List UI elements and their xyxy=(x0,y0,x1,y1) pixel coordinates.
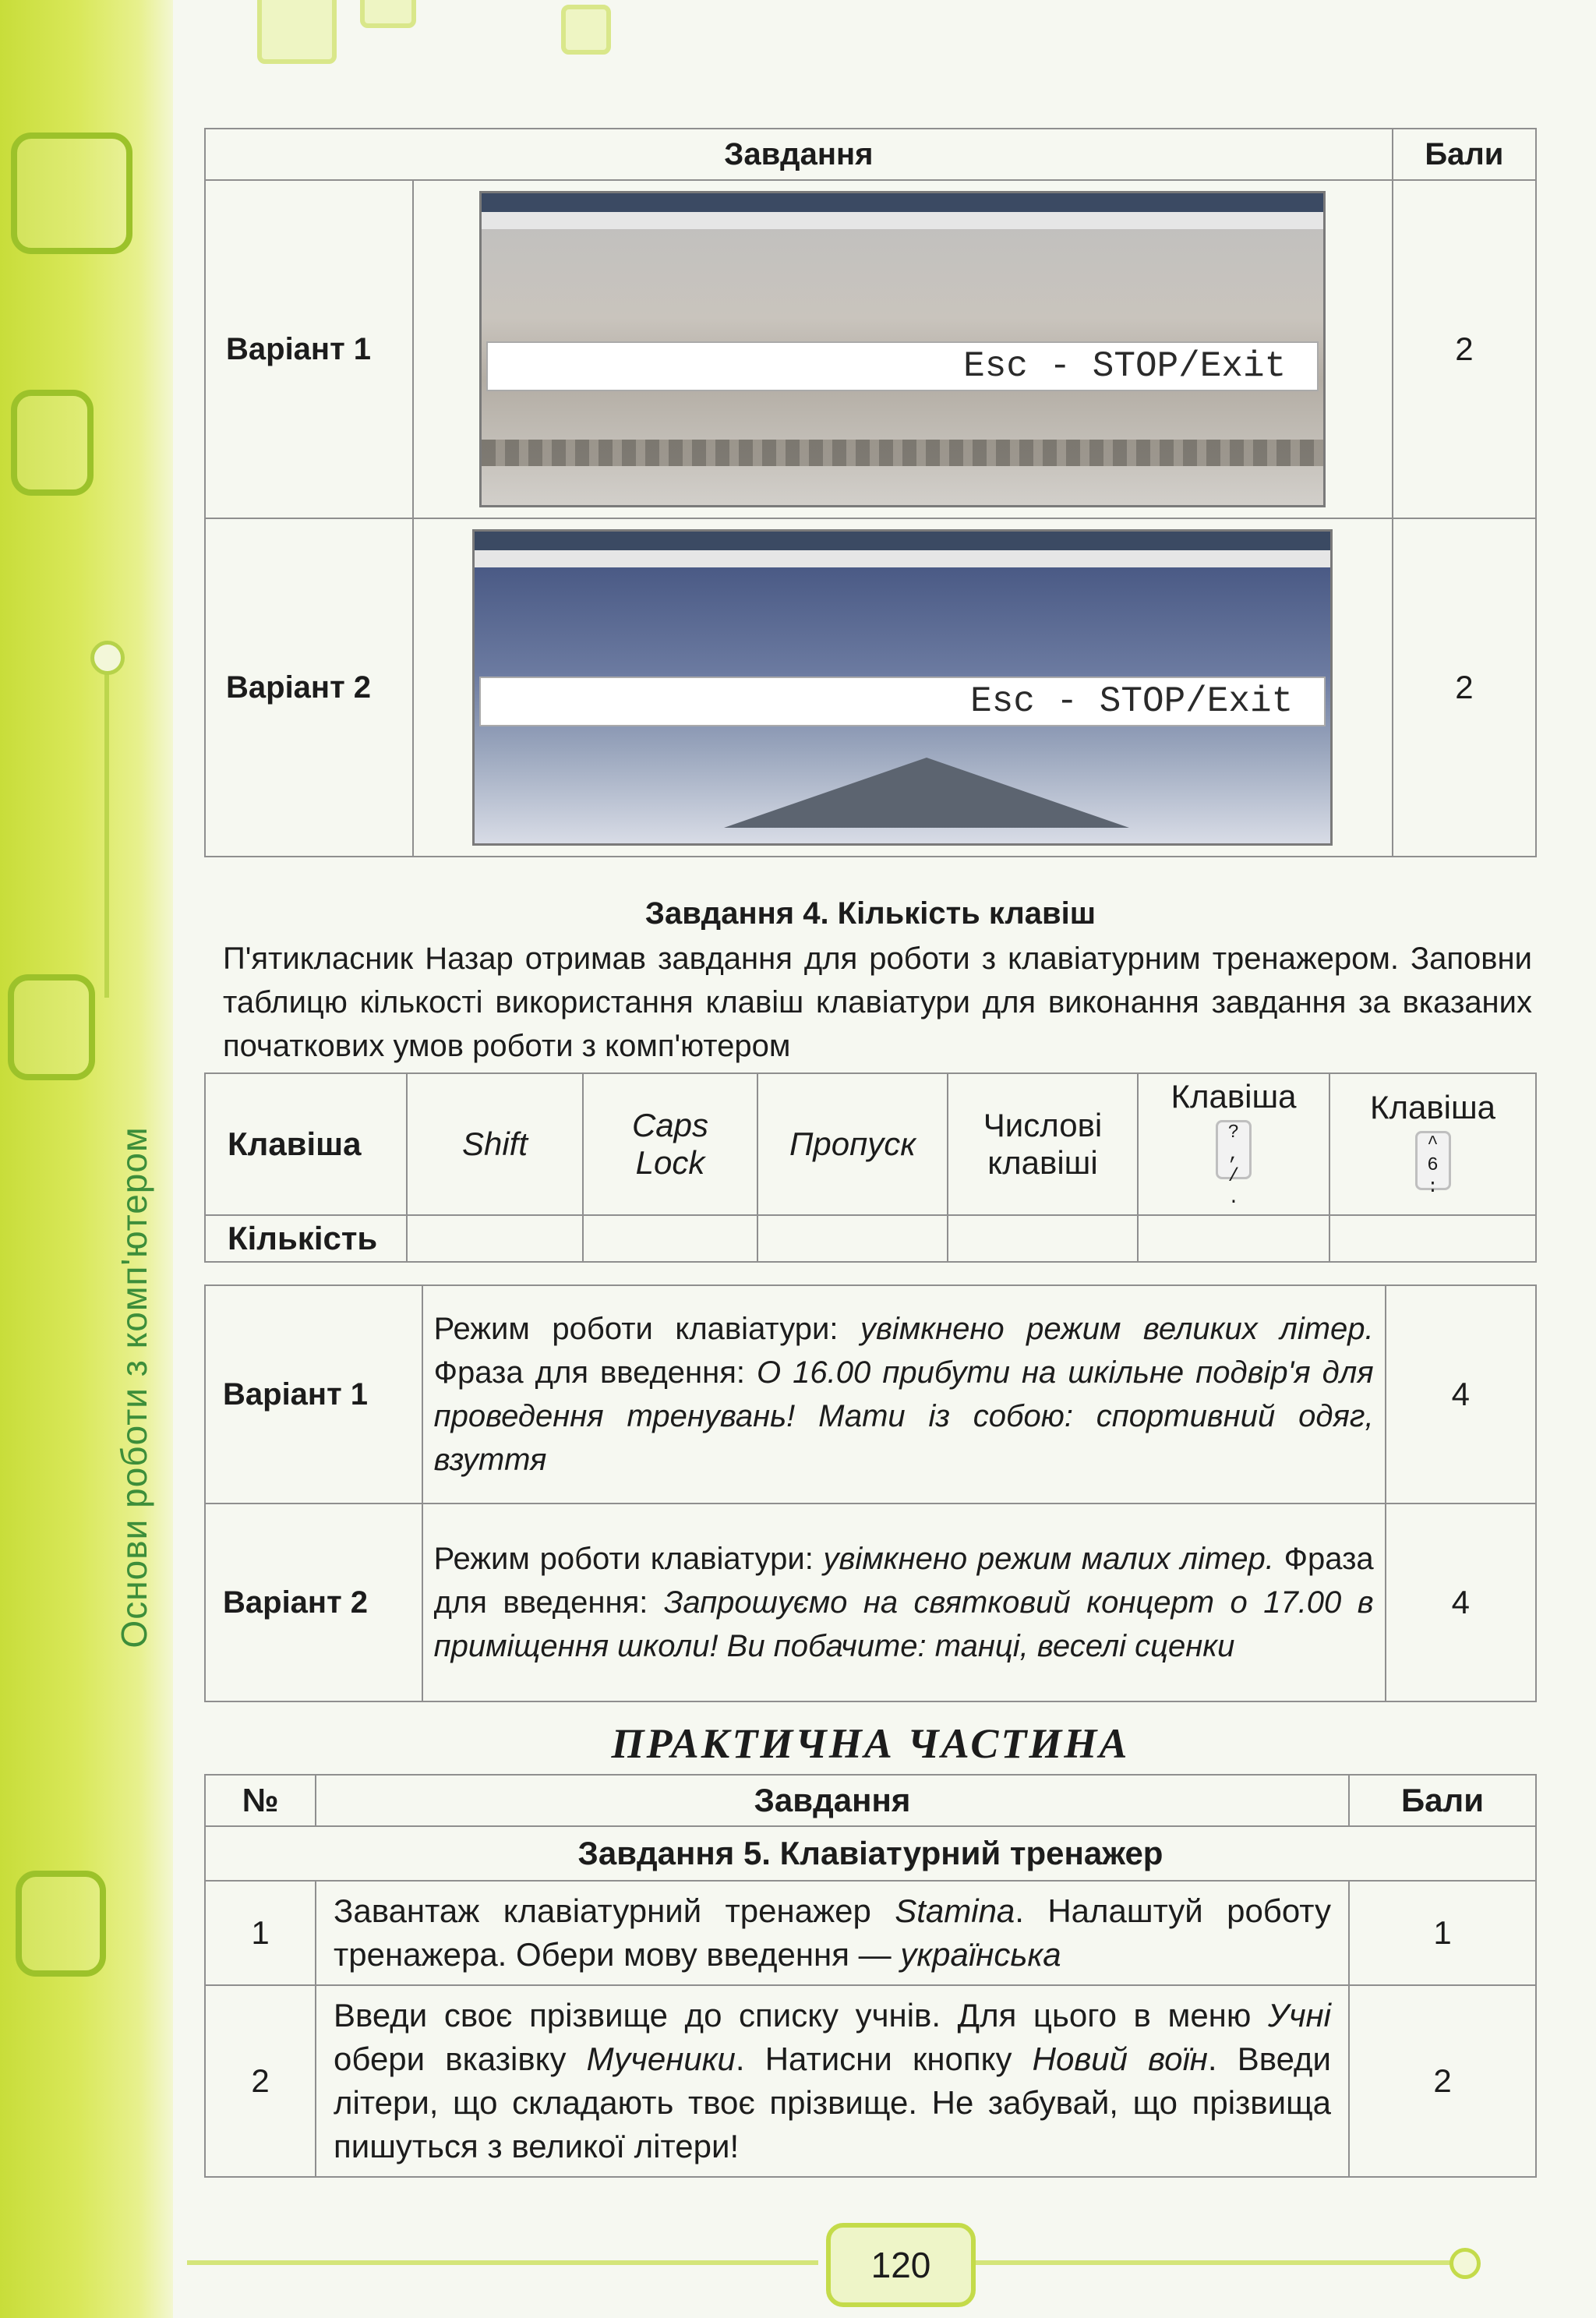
window-titlebar xyxy=(482,193,1323,212)
decorative-square xyxy=(11,133,132,254)
header-points: Бали xyxy=(1393,129,1536,180)
points-value: 4 xyxy=(1386,1504,1536,1701)
decorative-line xyxy=(104,670,109,998)
key-space: Пропуск xyxy=(757,1073,948,1215)
decorative-square xyxy=(360,0,416,28)
variants-conditions-table xyxy=(204,1284,1537,1702)
variant-label: Варіант 2 xyxy=(205,518,413,857)
count-cell[interactable] xyxy=(1329,1215,1536,1262)
practical-part-title: ПРАКТИЧНА ЧАСТИНА xyxy=(611,1720,1130,1767)
key-caps-lock: Caps Lock xyxy=(583,1073,757,1215)
trainer-screenshot xyxy=(472,529,1333,846)
screenshot-cell xyxy=(413,518,1393,857)
window-titlebar xyxy=(475,532,1330,550)
row-header-key: Клавіша xyxy=(205,1073,407,1215)
variant-conditions: Режим роботи клавіатури: увімкнено режим великих літер. Фраза для введення: О 16.00 прибути на шкільне подвір'я для проведення тренувань! Мати із собою: спортивний одяг, взуття xyxy=(422,1285,1386,1504)
points-value: 1 xyxy=(1349,1881,1536,1985)
points-value: 2 xyxy=(1349,1985,1536,2177)
decorative-square xyxy=(561,5,611,55)
decorative-line xyxy=(974,2260,1457,2265)
key-question-slash: Клавіша ? , / . xyxy=(1138,1073,1329,1215)
mountain-graphic xyxy=(724,758,1129,828)
task4-title: Завдання 4. Кількість клавіш xyxy=(644,896,1096,931)
row-number: 2 xyxy=(205,1985,316,2177)
task-step-text: Введи своє прізвище до списку учнів. Для цього в меню Учні обери вказівку Мученики. Натисни кнопку Новий воїн. Введи літери, що складають твоє прізвище. Не забувай, що прізвища пишуться з великої літери! xyxy=(316,1985,1349,2177)
practical-task-table xyxy=(204,1774,1537,2178)
task4-description: П'ятикласник Назар отримав завдання для роботи з клавіатурним тренажером. Заповни таблицю кількості використання клавіш клавіатури для виконання завдання за вказаних початкових умов роботи з комп'ютером xyxy=(223,942,1532,1063)
exit-hint-banner: Esc - STOP/Exit xyxy=(486,341,1319,391)
keycap-caret-icon: ^ 6 : xyxy=(1415,1131,1451,1190)
variant-label: Варіант 1 xyxy=(205,180,413,518)
row-number: 1 xyxy=(205,1881,316,1985)
key-numeric: Числові клавіші xyxy=(948,1073,1138,1215)
points-value: 2 xyxy=(1393,518,1536,857)
decorative-square xyxy=(16,1871,106,1977)
task-step-text: Завантаж клавіатурний тренажер Stamina. Налаштуй роботу тренажера. Обери мову введення — українська xyxy=(316,1881,1349,1985)
decorative-square xyxy=(257,0,337,64)
count-cell[interactable] xyxy=(948,1215,1138,1262)
vertical-section-title: Основи роботи з комп'ютером xyxy=(114,1126,154,1648)
screenshot-cell xyxy=(413,180,1393,518)
variant-label: Варіант 2 xyxy=(205,1504,422,1701)
keys-count-table xyxy=(204,1072,1537,1263)
header-points: Бали xyxy=(1349,1775,1536,1826)
key-shift: Shift xyxy=(407,1073,583,1215)
key-caret-six: Клавіша ^ 6 : xyxy=(1329,1073,1536,1215)
decorative-square xyxy=(8,974,95,1080)
header-number: № xyxy=(205,1775,316,1826)
keycap-question-icon: ? , / . xyxy=(1216,1120,1252,1179)
decorative-circle xyxy=(90,641,125,675)
window-menubar xyxy=(475,550,1330,567)
task-variants-table xyxy=(204,128,1537,857)
decorative-square xyxy=(11,390,94,496)
header-task: Завдання xyxy=(205,129,1393,180)
points-value: 2 xyxy=(1393,180,1536,518)
count-cell[interactable] xyxy=(407,1215,583,1262)
trainer-screenshot xyxy=(479,191,1326,507)
variant-label: Варіант 1 xyxy=(205,1285,422,1504)
task5-title: Завдання 5. Клавіатурний тренажер xyxy=(205,1826,1536,1881)
page-number: 120 xyxy=(870,2245,931,2285)
decorative-line xyxy=(187,2260,818,2265)
variant-conditions: Режим роботи клавіатури: увімкнено режим малих літер. Фраза для введення: Запрошуємо на святковий концерт о 17.00 в приміщення школи! Ви побачите: танці, веселі сценки xyxy=(422,1504,1386,1701)
exit-hint-banner: Esc - STOP/Exit xyxy=(479,677,1326,726)
header-task: Завдання xyxy=(316,1775,1349,1826)
decorative-circle xyxy=(1449,2248,1481,2279)
count-cell[interactable] xyxy=(583,1215,757,1262)
row-header-count: Кількість xyxy=(205,1215,407,1262)
landscape-graphic xyxy=(482,440,1323,466)
window-menubar xyxy=(482,212,1323,229)
count-cell[interactable] xyxy=(757,1215,948,1262)
count-cell[interactable] xyxy=(1138,1215,1329,1262)
points-value: 4 xyxy=(1386,1285,1536,1504)
